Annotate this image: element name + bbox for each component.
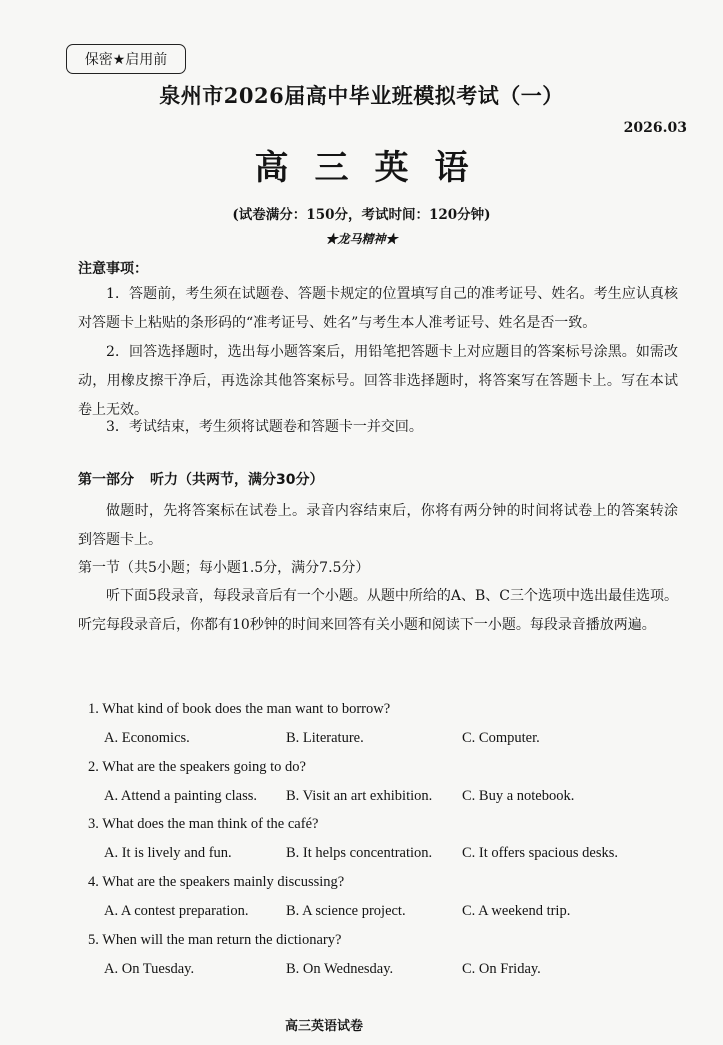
exam-date: 2026.03	[623, 120, 687, 136]
notice-heading: 注意事项：	[78, 261, 148, 277]
question-3-option-a: A. It is lively and fun.	[104, 845, 232, 861]
question-3-option-c: C. It offers spacious desks.	[462, 845, 618, 861]
question-1-option-c: C. Computer.	[462, 730, 540, 746]
part1-heading-right: 听力（共两节，满分30分）	[150, 472, 324, 488]
motto: ★龙马精神★	[325, 232, 398, 246]
notice-item-2: 2．回答选择题时，选出每小题答案后，用铅笔把答题卡上对应题目的答案标号涂黑。如需改动，用橡皮擦干净后，再选涂其他答案标号。回答非选择题时，将答案写在答题卡上。写在本试卷上无效。	[78, 344, 678, 418]
question-4-stem: 4. What are the speakers mainly discussing?	[88, 874, 345, 890]
question-5-option-b: B. On Wednesday.	[286, 961, 394, 977]
question-3-option-b: B. It helps concentration.	[286, 845, 433, 861]
notice-item-3: 3．考试结束，考生须将试题卷和答题卡一并交回。	[106, 419, 423, 435]
confidential-label: 保密★启用前	[84, 52, 168, 68]
question-3-stem: 3. What does the man think of the café?	[88, 816, 319, 832]
question-1-option-a: A. Economics.	[104, 730, 190, 746]
question-5-option-a: A. On Tuesday.	[104, 961, 195, 977]
question-5-option-c: C. On Friday.	[462, 961, 541, 977]
page-footer: 高三英语试卷	[285, 1019, 364, 1034]
part1-heading	[78, 469, 323, 489]
question-2-option-a: A. Attend a painting class.	[104, 788, 258, 804]
question-4-option-a: A. A contest preparation.	[104, 903, 249, 919]
subject-title: 高三英语	[254, 148, 495, 188]
confidential-stamp	[66, 44, 186, 74]
exam-info: (试卷满分：150分，考试时间：120分钟)	[232, 207, 491, 223]
part1-heading-left: 第一部分	[78, 472, 134, 488]
question-2-stem: 2. What are the speakers going to do?	[88, 759, 306, 775]
question-4-option-b: B. A science project.	[286, 903, 406, 919]
question-2-option-b: B. Visit an art exhibition.	[286, 788, 433, 804]
section1-heading: 第一节（共5小题；每小题1.5分，满分7.5分）	[78, 560, 370, 576]
exam-title: 泉州市2026届高中毕业班模拟考试（一）	[159, 83, 564, 108]
question-1-option-b: B. Literature.	[286, 730, 364, 746]
question-5-stem: 5. When will the man return the dictionary?	[88, 932, 342, 948]
question-4-option-c: C. A weekend trip.	[462, 903, 571, 919]
question-2-option-c: C. Buy a notebook.	[462, 788, 575, 804]
notice-item-1: 1．答题前，考生须在试题卷、答题卡规定的位置填写自己的准考证号、姓名。考生应认真核对答题卡上粘贴的条形码的“准考证号、姓名”与考生本人准考证号、姓名是否一致。	[78, 286, 678, 331]
part1-intro: 做题时，先将答案标在试卷上。录音内容结束后，你将有两分钟的时间将试卷上的答案转涂到答题卡上。	[78, 503, 678, 548]
section1-intro: 听下面5段录音，每段录音后有一个小题。从题中所给的A、B、C三个选项中选出最佳选项。听完每段录音后，你都有10秒钟的时间来回答有关小题和阅读下一小题。每段录音播放两遍。	[78, 588, 679, 633]
question-1-stem: 1. What kind of book does the man want to borrow?	[88, 701, 391, 717]
